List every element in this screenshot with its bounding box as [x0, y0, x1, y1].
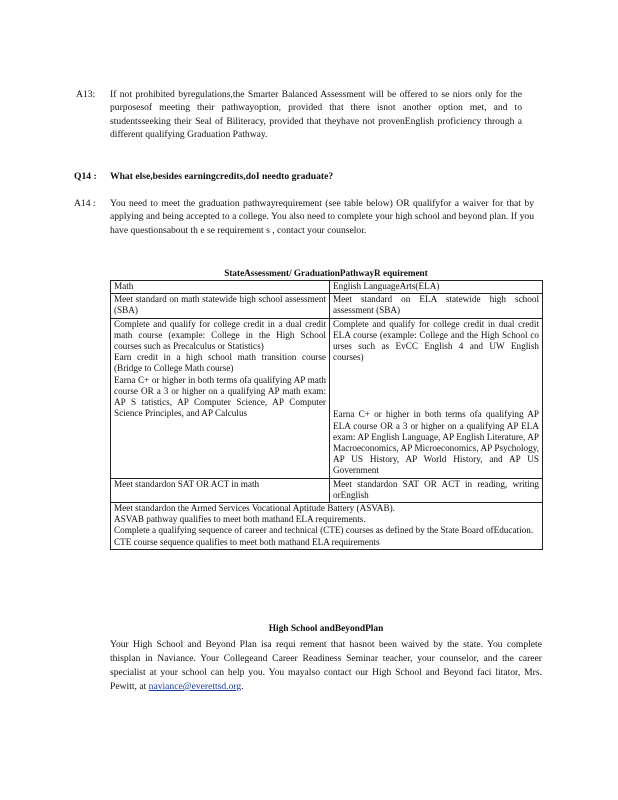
question-14-label: Q14 : [74, 171, 97, 182]
math-dual-credit-text: Complete and qualify for college credit in a dual credit math course (example: College in the High School courses such as Precalculus or Statistics) [114, 318, 326, 352]
math-transition-text: Earn credit in a high school math transition course (Bridge to College Math course) [114, 352, 326, 374]
ela-sat-act-cell: Meet standardon SAT OR ACT in reading, writing orEnglish [330, 478, 543, 502]
answer-13 [76, 88, 522, 142]
question-14-text: What else,besides earningcredits,doI needto graduate? [110, 171, 334, 182]
hsbp-suffix: . [241, 681, 244, 692]
answer-14-label: A14 : [74, 198, 96, 209]
math-dual-credit-cell [111, 318, 330, 478]
requirements-table [110, 280, 543, 550]
math-sba-cell: Meet standard on math statewide high school assessment (SBA) [111, 294, 330, 318]
cte-text: Complete a qualifying sequence of career and technical (CTE) courses as defined by the State Board ofEducation. [114, 525, 534, 536]
hsbp-paragraph [110, 638, 542, 694]
answer-14 [74, 197, 534, 237]
answer-14-text: You need to meet the graduation pathwayrequirement (see table below) OR qualifyfor a waiver for that by applying and being accepted to a college. You also need to complete your high school and beyond plan. If you have questionsabout th e se requirement s , contact your counselor. [110, 198, 534, 236]
combined-pathways-cell [111, 503, 543, 550]
table-row [111, 478, 543, 502]
table-header-row [111, 281, 543, 294]
hsbp-text: Your High School and Beyond Plan isa requi rement that hasnot been waived by the state. You complete thisplan in Naviance. Your Collegeand Career Readiness Seminar teacher, your counselor, and the career specialist at your school can help you. You mayalso contact our High School and Beyond faci litator, Mrs. Pewitt, at [110, 639, 542, 692]
table-row [111, 318, 543, 478]
question-14 [74, 170, 534, 183]
math-ap-text: Earna C+ or higher in both terms ofa qualifying AP math course OR a 3 or higher on a qualifying AP math exam: AP S tatistics, AP Computer Science, AP Computer Science Principles, and AP Calculus [114, 374, 326, 419]
ela-dual-credit-cell [330, 318, 543, 478]
asvab-text: Meet standardon the Armed Services Vocational Aptitude Battery (ASVAB). [114, 503, 395, 514]
math-column-header: Math [111, 281, 330, 294]
hsbp-title: High School andBeyondPlan [268, 624, 384, 634]
table-row [111, 294, 543, 318]
asvab-qualifies-text: ASVAB pathway qualifies to meet both mathand ELA requirements. [114, 514, 366, 525]
ela-dual-credit-text: Complete and qualify for college credit in dual credit ELA course (example: College and the High School co urses such as EvCC English 4 and UW English courses) [333, 318, 539, 363]
math-sat-act-cell: Meet standardon SAT OR ACT in math [111, 478, 330, 502]
table-row [111, 503, 543, 550]
email-link[interactable]: naviance@everettsd.org [148, 681, 242, 692]
cte-qualifies-text: CTE course sequence qualifies to meet both mathand ELA requirements [114, 536, 380, 547]
ela-sba-cell: Meet standard on ELA statewide high school assessment (SBA) [330, 294, 543, 318]
answer-13-label: A13: [76, 89, 96, 100]
ela-column-header: English LanguageArts(ELA) [330, 281, 543, 294]
answer-13-text: If not prohibited byregulations,the Smarter Balanced Assessment will be offered to se niors only for the purposesof meeting their pathwayoption, provided that there isnot another option met, and to studentsseeking their Seal of Biliteracy, provided that theyhave not provenEnglish proficiency through a different qualifying Graduation Pathway. [110, 89, 522, 141]
requirements-table-heading: StateAssessment/ GraduationPathwayR equirement [224, 268, 428, 278]
ela-ap-text: Earna C+ or higher in both terms ofa qualifying AP ELA course OR a 3 or higher on a qualifying AP ELA exam: AP English Language, AP English Literature, AP Macroeconomics, AP Microeconomics, AP Psychology, AP US History, AP World History, and AP US Government [333, 409, 539, 476]
